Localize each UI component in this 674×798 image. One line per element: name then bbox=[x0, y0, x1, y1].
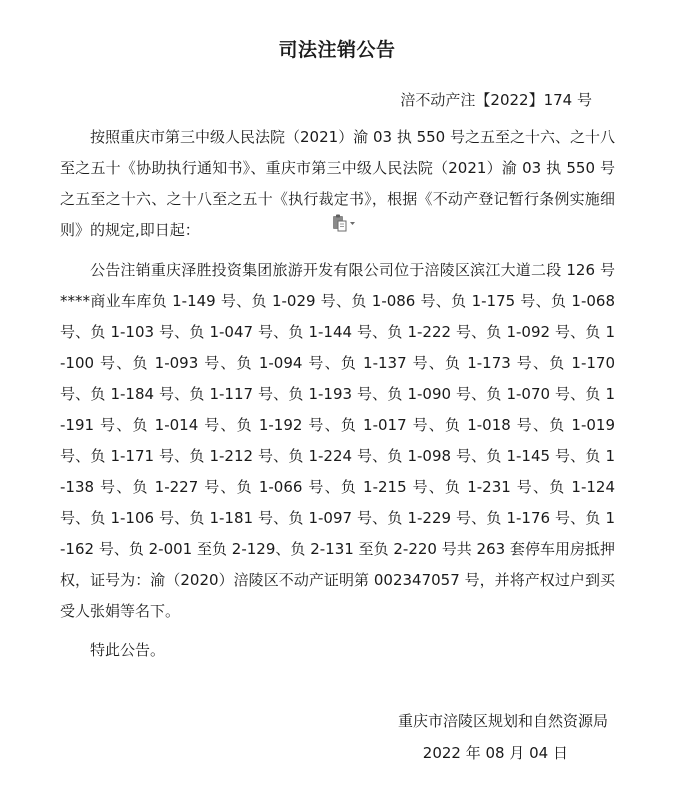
paragraph-closing: 特此公告。 bbox=[90, 641, 166, 659]
notice-title: 司法注销公告 bbox=[278, 39, 396, 61]
issue-date: 2022 年 08 月 04 日 bbox=[422, 744, 568, 762]
paragraph-cancellation: 公告注销重庆泽胜投资集团旅游开发有限公司位于涪陵区滨江大道二段 126 号****商业车库负 1-149 号、负 1-029 号、负 1-086 号、负 1-175 号、负 1-068 号、负 1-103 号、负 1-047 号、负 1-144 号、负 1-222 号、负 1-092 号、负 1-100 号、负 1-093 号、负 1-094 号、负 1-137 号、负 1-173 号、负 1-170 号、负 1-184 号、负 1-117 号、负 1-193 号、负 1-090 号、负 1-070 号、负 1-191 号、负 1-014 号、负 1-192 号、负 1-017 号、负 1-018 号、负 1-019 号、负 1-171 号、负 1-212 号、负 1-224 号、负 1-098 号、负 1-145 号、负 1-138 号、负 1-227 号、负 1-066 号、负 1-215 号、负 1-231 号、负 1-124 号、负 1-106 号、负 1-181 号、负 1-097 号、负 1-229 号、负 1-176 号、负 1-162 号、负 2-001 至负 2-129、负 2-131 至负 2-220 号共 263 套停车用房抵押权，证号为：渝（2020）涪陵区不动产证明第 002347057 号，并将产权过户到买受人张娟等名下。 bbox=[60, 261, 615, 620]
document-number: 涪不动产注【2022】174 号 bbox=[400, 91, 592, 109]
paragraph-basis: 按照重庆市第三中级人民法院（2021）渝 03 执 550 号之五至之十六、之十八至之五十《协助执行通知书》、重庆市第三中级人民法院（2021）渝 03 执 550 号之五至之十六、之十八至之五十《执行裁定书》，根据《不动产登记暂行条例实施细则》的规定,即日起： bbox=[60, 128, 615, 239]
issuer-name: 重庆市涪陵区规划和自然资源局 bbox=[397, 712, 608, 730]
paste-options-icon[interactable] bbox=[332, 214, 358, 232]
